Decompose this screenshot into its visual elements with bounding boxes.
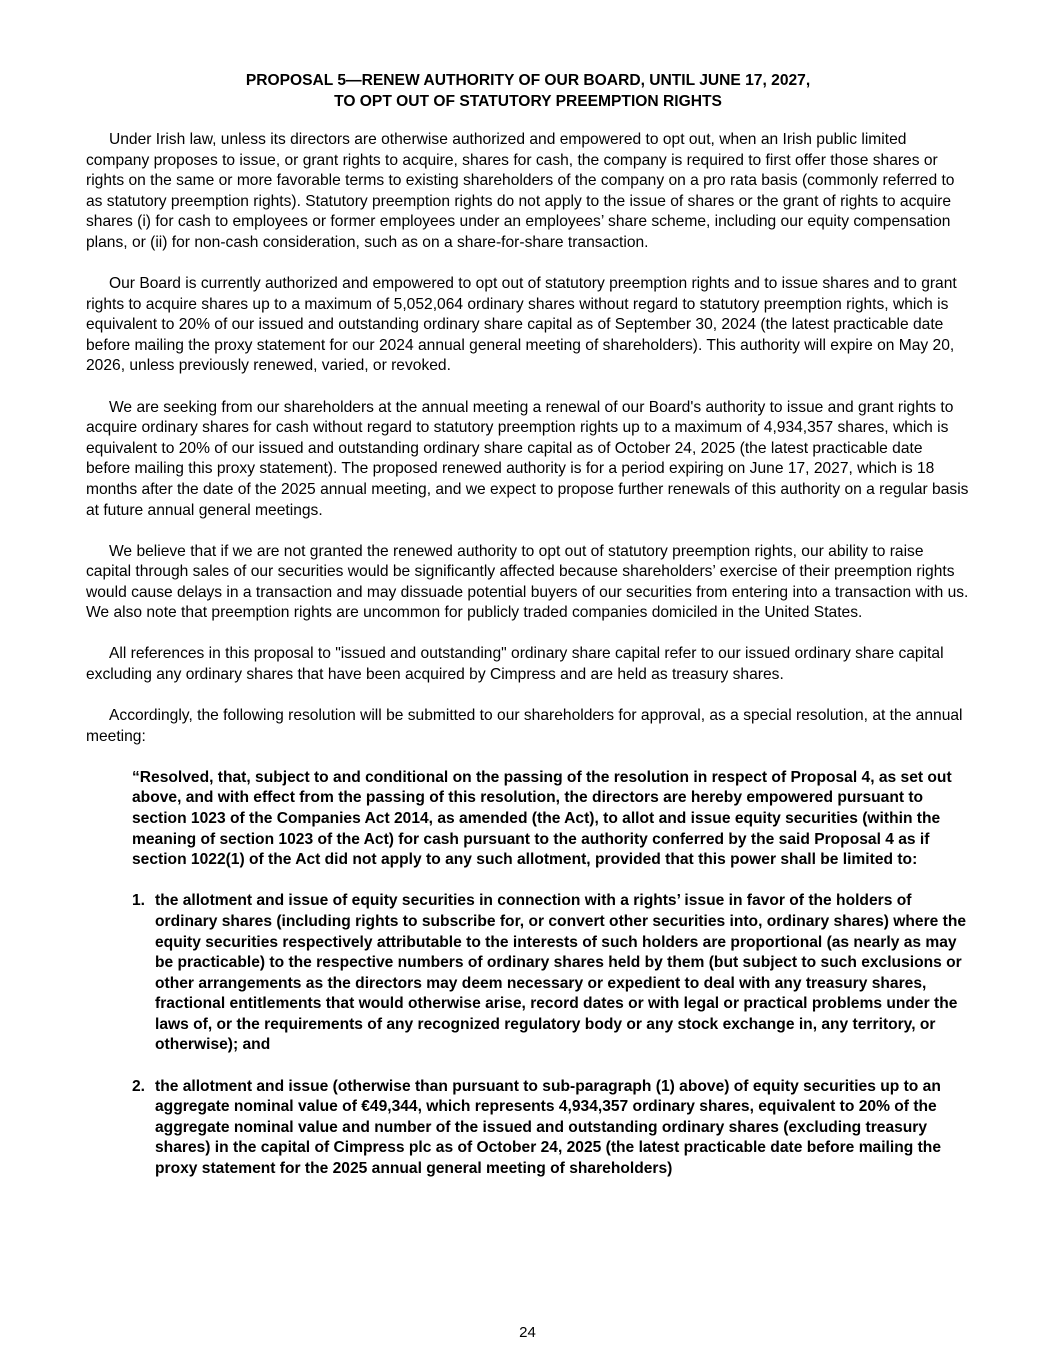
resolution-text: “Resolved, that, subject to and conditional on the passing of the resolution in respect of Proposal 4, as set out above, and with effect from the passing of this resolution, the directors are hereby empowered pursuant to section 1023 of the Companies Act 2014, as amended (the Act), to allot and issue equity securities (within the meaning of section 1023 of the Act) for cash pursuant to the authority conferred by the said Proposal 4 as if section 1022(1) of the Act did not apply to any such allotment, provided that this power shall be limited to: — [132, 768, 952, 869]
resolution-list-item — [132, 1077, 970, 1180]
proposal-title — [86, 71, 970, 112]
list-item-text: the allotment and issue (otherwise than pursuant to sub-paragraph (1) above) of equity securities up to an aggregate nominal value of €49,344, which represents 4,934,357 ordinary shares, equivalent to 20% of the aggregate nominal value and number of the issued and outstanding ordinary shares (excluding treasury shares) in the capital of Cimpress plc as of October 24, 2025 (the latest practicable date before mailing the proxy statement for the 2025 annual general meeting of shareholders) — [155, 1077, 941, 1177]
document-page — [86, 71, 970, 1200]
paragraph-current-authority: Our Board is currently authorized and empowered to opt out of statutory preemption rights and to issue shares and to grant rights to acquire shares up to a maximum of 5,052,064 ordinary shares without regard to statutory preemption rights, which is equivalent to 20% of our issued and outstanding ordinary share capital as of September 30, 2024 (the latest practicable date before mailing the proxy statement for our 2024 annual general meeting of shareholders). This authority will expire on May 20, 2026, unless previously renewed, varied, or revoked. — [86, 275, 957, 375]
paragraph-rationale: We believe that if we are not granted the renewed authority to opt out of statutory preemption rights, our ability to raise capital through sales of our securities would be significantly affected because shareholders’ exercise of their preemption rights would cause delays in a transaction and may dissuade potential buyers of our securities from entering into a transaction with us. We also note that preemption rights are uncommon for publicly traded companies domiciled in the United States. — [86, 542, 969, 622]
list-item-text: the allotment and issue of equity securities in connection with a rights’ issue in favor of the holders of ordinary shares (including rights to subscribe for, or convert other securities into, ordinary shares) where the equity securities respectively attributable to the interests of such holders are proportional (as nearly as may be practicable) to the respective numbers of ordinary shares held by them (but subject to such exclusions or other arrangements as the directors may deem necessary or expedient to deal with any treasury shares, fractional entitlements that would otherwise arise, record dates or with legal or practical problems under the laws of, or the requirements of any recognized regulatory body or any stock exchange in, any territory, or otherwise); and — [155, 892, 967, 1054]
page-number: 24 — [519, 1324, 536, 1341]
list-item-number: 2. — [132, 1077, 146, 1095]
paragraph-renewal-request: We are seeking from our shareholders at the annual meeting a renewal of our Board's authority to issue and grant rights to acquire ordinary shares for cash without regard to statutory preemption rights up to a maximum of 4,934,357 shares, which is equivalent to 20% of our issued and outstanding ordinary share capital as of October 24, 2025 (the latest practicable date before mailing this proxy statement). The proposed renewed authority is for a period expiring on June 17, 2027, which is 18 months after the date of the 2025 annual meeting, and we expect to propose further renewals of this authority on a regular basis at future annual general meetings. — [86, 398, 969, 519]
resolution-block — [132, 768, 970, 1180]
title-line-1: PROPOSAL 5—RENEW AUTHORITY OF OUR BOARD, UNTIL JUNE 17, 2027, — [245, 72, 811, 89]
paragraph-irish-law: Under Irish law, unless its directors are otherwise authorized and empowered to opt out, when an Irish public limited company proposes to issue, or grant rights to acquire, shares for cash, the company is required to first offer those shares or rights on the same or more favorable terms to existing shareholders of the company on a pro rata basis (commonly referred to as statutory preemption rights). Statutory preemption rights do not apply to the issue of shares or the grant of rights to acquire shares (i) for cash to employees or former employees under an employees’ share scheme, including our equity compensation plans, or (ii) for non-cash consideration, such as on a share-for-share transaction. — [86, 131, 955, 251]
list-item-number: 1. — [132, 892, 146, 910]
paragraph-resolution-intro: Accordingly, the following resolution will be submitted to our shareholders for approval, as a special resolution, at the annual meeting: — [86, 707, 963, 745]
paragraph-definitions: All references in this proposal to "issued and outstanding" ordinary share capital refer to our issued ordinary share capital excluding any ordinary shares that have been acquired by Cimpress and are held as treasury shares. — [86, 645, 944, 684]
title-line-2: TO OPT OUT OF STATUTORY PREEMPTION RIGHTS — [334, 92, 722, 110]
resolution-list — [132, 891, 970, 1179]
resolution-list-item — [132, 891, 970, 1056]
